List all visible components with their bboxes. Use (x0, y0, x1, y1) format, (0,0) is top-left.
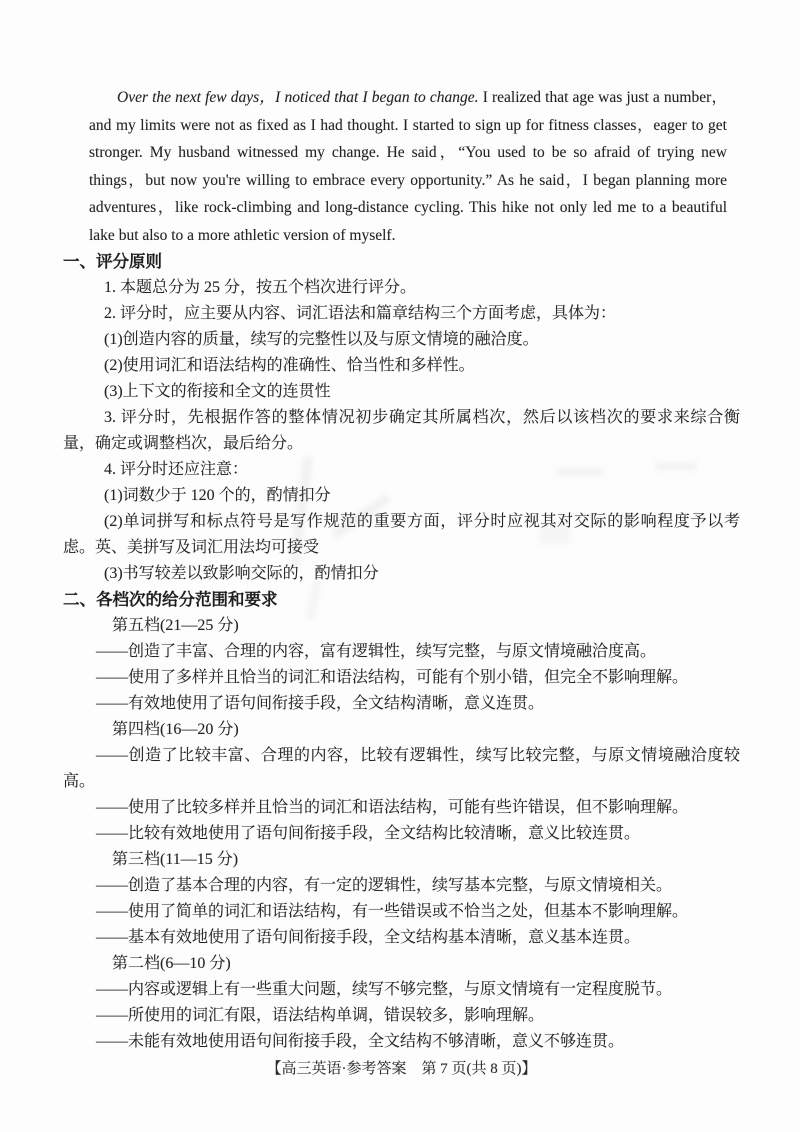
rubric-item: (2)使用词汇和语法结构的准确性、恰当性和多样性。 (104, 357, 475, 374)
band-point: ——使用了比较多样并且恰当的词汇和语法结构，可能有些许错误，但不影响理解。 (96, 799, 689, 816)
section1-heading: 一、评分原则 (63, 253, 162, 271)
rubric-item: 3. 评分时，先根据作答的整体情况初步确定其所属档次，然后以该档次的要求来综合衡量，确定或调整档次，最后给分。 (63, 409, 740, 452)
band-point: ——创造了基本合理的内容，有一定的逻辑性，续写基本完整，与原文情境相关。 (96, 877, 673, 894)
rubric-item: (3)书写较差以致影响交际的，酌情扣分 (104, 565, 379, 582)
rubric-item: 2. 评分时，应主要从内容、词汇语法和篇章结构三个方面考虑，具体为： (104, 305, 617, 322)
band-point: ——未能有效地使用语句间衔接手段，全文结构不够清晰，意义不够连贯。 (96, 1033, 625, 1050)
band-title-4: 第四档(16—20 分) (112, 721, 239, 738)
rubric-item: (2)单词拼写和标点符号是写作规范的重要方面，评分时应视其对交际的影响程度予以考虑。英、美拼写及词汇用法均可接受 (63, 513, 740, 556)
english-italic-lead: Over the next few days，I noticed that I began to change. (117, 89, 479, 106)
band-point: ——创造了比较丰富、合理的内容，比较有逻辑性，续写比较完整，与原文情境融洽度较高。 (63, 747, 740, 790)
band-point: ——有效地使用了语句间衔接手段，全文结构清晰，意义连贯。 (96, 695, 545, 712)
band-point: ——所使用的词汇有限，语法结构单调，错误较多，影响理解。 (96, 1007, 545, 1024)
band-point: ——内容或逻辑上有一些重大问题，续写不够完整，与原文情境有一定程度脱节。 (96, 981, 673, 998)
rubric-item: (3)上下文的衔接和全文的连贯性 (104, 383, 331, 400)
rubric-item: 1. 本题总分为 25 分，按五个档次进行评分。 (104, 279, 417, 296)
page-footer: 【高三英语·参考答案 第 7 页(共 8 页)】 (266, 1061, 537, 1077)
band-point: ——使用了多样并且恰当的词汇和语法结构，可能有个别小错，但完全不影响理解。 (96, 669, 689, 686)
band-point: ——比较有效地使用了语句间衔接手段，全文结构比较清晰，意义比较连贯。 (96, 825, 641, 842)
rubric-item: (1)创造内容的质量，续写的完整性以及与原文情境的融洽度。 (104, 331, 539, 348)
section2-heading: 二、各档次的给分范围和要求 (63, 591, 278, 609)
band-point: ——使用了简单的词汇和语法结构，有一些错误或不恰当之处，但基本不影响理解。 (96, 903, 689, 920)
rubric-item: (1)词数少于 120 个的，酌情扣分 (104, 487, 331, 504)
band-title-5: 第五档(21—25 分) (112, 617, 239, 634)
band-title-2: 第二档(6—10 分) (112, 955, 231, 972)
band-point: ——创造了丰富、合理的内容，富有逻辑性，续写完整，与原文情境融洽度高。 (96, 643, 657, 660)
rubric-item: 4. 评分时还应注意： (104, 461, 249, 478)
band-title-3: 第三档(11—15 分) (112, 851, 239, 868)
band-point: ——基本有效地使用了语句间衔接手段，全文结构基本清晰，意义基本连贯。 (96, 929, 641, 946)
english-paragraph (89, 84, 727, 249)
english-paragraph-rest: I realized that age was just a number，and my limits were not as fixed as I had thought. I started to sign up for fitness classes，eager to get stronger. My husband witnessed my change. He said，“You used to be so afraid of trying new things，but now you're willing to embrace every opportunity.” As he said，I began planning more adventures，like rock-climbing and long-distance cycling. This hike not only led me to a beautiful lake but also to a more athletic version of myself. (89, 89, 727, 244)
